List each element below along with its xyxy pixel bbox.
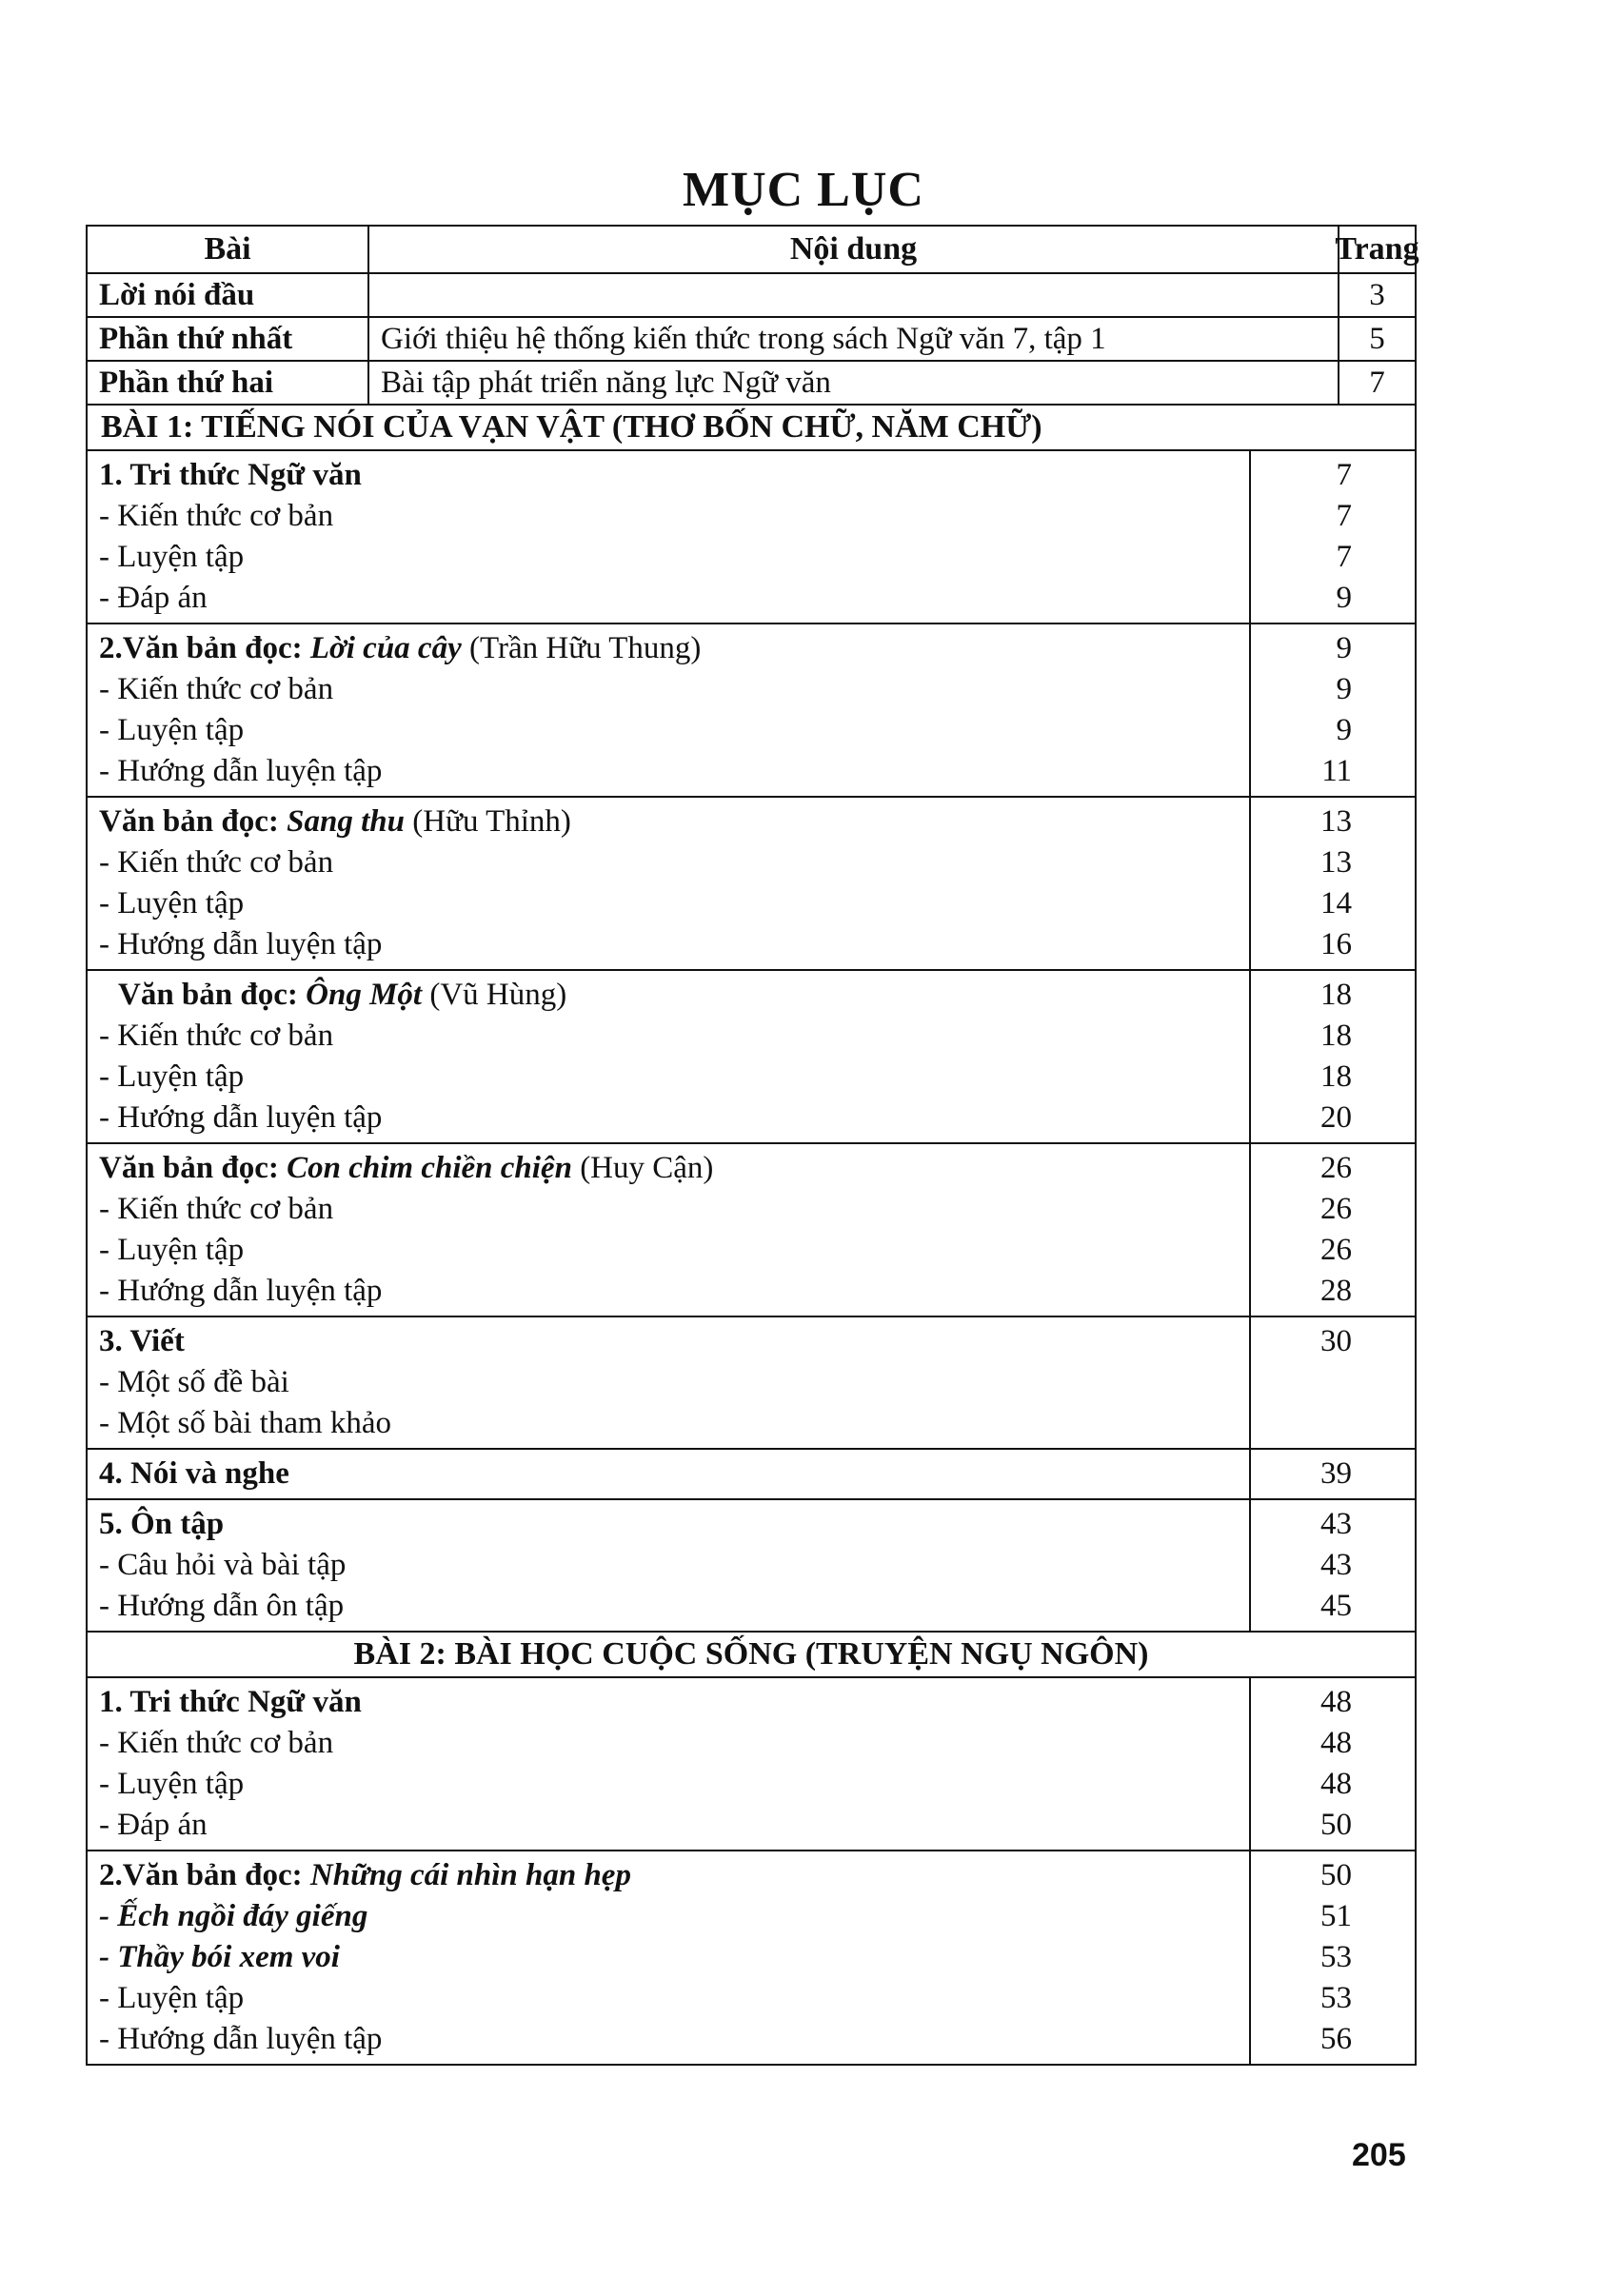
- page-ref: 53: [1320, 1981, 1352, 2015]
- section-heading: 3. Viết: [99, 1324, 185, 1358]
- page-ref: 7: [1336, 540, 1352, 574]
- row-bai: Phần thứ nhất: [88, 318, 369, 360]
- work-title: Những cái nhìn hạn hẹp: [309, 1858, 631, 1892]
- section-heading: 5. Ôn tập: [99, 1507, 225, 1541]
- row-trang: 5: [1369, 321, 1385, 356]
- list-item: - Luyện tập: [99, 1767, 245, 1801]
- section-group: [88, 1851, 1415, 2064]
- header-noi-dung: Nội dung: [369, 227, 1339, 272]
- page-ref: 9: [1336, 672, 1352, 706]
- page-ref: 48: [1320, 1685, 1352, 1719]
- list-item: - Hướng dẫn luyện tập: [99, 927, 383, 961]
- row-bai: Lời nói đầu: [88, 274, 369, 316]
- table-header: [88, 227, 1419, 274]
- work-author: (Trần Hữu Thung): [461, 631, 702, 665]
- section-group: [88, 624, 1415, 798]
- work-author: (Vũ Hùng): [422, 978, 567, 1012]
- page-ref: 43: [1320, 1507, 1352, 1541]
- list-item: - Hướng dẫn luyện tập: [99, 2022, 383, 2056]
- work-title: Sang thu: [287, 804, 405, 839]
- page-ref: 13: [1320, 845, 1352, 880]
- section-heading: 1. Tri thức Ngữ văn: [99, 458, 362, 492]
- page-ref: 43: [1320, 1548, 1352, 1582]
- table-row: [88, 318, 1415, 362]
- list-item: - Hướng dẫn ôn tập: [99, 1589, 345, 1623]
- page-ref: 9: [1336, 713, 1352, 747]
- page-ref: 28: [1320, 1274, 1352, 1308]
- section-heading: [99, 975, 1238, 1016]
- heading-prefix: Văn bản đọc:: [118, 978, 307, 1012]
- page-ref: 56: [1320, 2022, 1352, 2056]
- section-group: [88, 1678, 1415, 1851]
- page-ref: 45: [1320, 1589, 1352, 1623]
- list-item: - Kiến thức cơ bản: [99, 1726, 334, 1760]
- page-title: MỤC LỤC: [683, 163, 924, 217]
- page-ref: 30: [1320, 1324, 1352, 1358]
- section-group: [88, 1317, 1415, 1450]
- table-row: [88, 274, 1415, 318]
- page-ref: 39: [1320, 1456, 1352, 1491]
- row-noi-dung: Giới thiệu hệ thống kiến thức trong sách Ngữ văn 7, tập 1: [369, 318, 1339, 360]
- list-item: - Kiến thức cơ bản: [99, 1192, 334, 1226]
- list-item: - Kiến thức cơ bản: [99, 1019, 334, 1053]
- toc-table: [86, 225, 1417, 2066]
- page-ref: 26: [1320, 1233, 1352, 1267]
- section-heading: [99, 802, 1238, 842]
- list-item: - Thầy bói xem voi: [99, 1940, 340, 1974]
- page-ref: 9: [1336, 581, 1352, 615]
- page-ref: 48: [1320, 1767, 1352, 1801]
- section-heading: 1. Tri thức Ngữ văn: [99, 1685, 362, 1719]
- work-author: (Huy Cận): [571, 1151, 714, 1185]
- section-group: [88, 798, 1415, 971]
- page-ref: 18: [1320, 1019, 1352, 1053]
- header-bai: Bài: [88, 227, 369, 272]
- page-ref: 26: [1320, 1151, 1352, 1185]
- list-item: - Luyện tập: [99, 1059, 245, 1094]
- unit-1-title: BÀI 1: TIẾNG NÓI CỦA VẠN VẬT (THƠ BỐN CHỮ, NĂM CHỮ): [88, 406, 1415, 451]
- heading-prefix: 2.Văn bản đọc:: [99, 631, 310, 665]
- list-item: - Kiến thức cơ bản: [99, 845, 334, 880]
- section-heading: [99, 628, 1238, 669]
- page-number: 205: [1352, 2137, 1406, 2173]
- list-item: - Luyện tập: [99, 886, 245, 920]
- page-ref: 7: [1336, 458, 1352, 492]
- heading-prefix: Văn bản đọc:: [99, 1151, 288, 1185]
- page-ref: 53: [1320, 1940, 1352, 1974]
- page-ref: 9: [1336, 631, 1352, 665]
- list-item: - Câu hỏi và bài tập: [99, 1548, 347, 1582]
- section-group: [88, 1144, 1415, 1317]
- work-title: Ông Một: [306, 978, 423, 1012]
- section-group: [88, 1500, 1415, 1633]
- work-author: (Hữu Thỉnh): [404, 804, 571, 839]
- page-ref: 13: [1320, 804, 1352, 839]
- list-item: - Kiến thức cơ bản: [99, 499, 334, 533]
- page-ref: 18: [1320, 1059, 1352, 1094]
- page-ref: 11: [1321, 754, 1352, 788]
- section-group: [88, 971, 1415, 1144]
- list-item: - Ếch ngồi đáy giếng: [99, 1899, 368, 1933]
- page-ref: 50: [1320, 1858, 1352, 1892]
- list-item: - Luyện tập: [99, 540, 245, 574]
- row-noi-dung: [369, 274, 1339, 316]
- page-ref: 50: [1320, 1808, 1352, 1842]
- page-ref: 7: [1336, 499, 1352, 533]
- list-item: - Luyện tập: [99, 1981, 245, 2015]
- unit-2-title: BÀI 2: BÀI HỌC CUỘC SỐNG (TRUYỆN NGỤ NGÔN): [88, 1633, 1415, 1678]
- section-group: [88, 451, 1415, 624]
- work-title: Lời của cây: [309, 631, 462, 665]
- list-item: - Luyện tập: [99, 1233, 245, 1267]
- row-bai: Phần thứ hai: [88, 362, 369, 404]
- section-heading: [99, 1855, 1238, 1896]
- row-trang: 3: [1369, 277, 1385, 312]
- page-ref: 16: [1320, 927, 1352, 961]
- list-item: - Hướng dẫn luyện tập: [99, 754, 383, 788]
- work-title: Con chim chiền chiện: [287, 1151, 572, 1185]
- page-ref: 18: [1320, 978, 1352, 1012]
- section-group: [88, 1450, 1415, 1500]
- page-ref: 51: [1320, 1899, 1352, 1933]
- list-item: - Một số bài tham khảo: [99, 1406, 392, 1440]
- table-row: [88, 362, 1415, 406]
- page-ref: 26: [1320, 1192, 1352, 1226]
- list-item: - Hướng dẫn luyện tập: [99, 1274, 383, 1308]
- list-item: - Đáp án: [99, 1808, 208, 1842]
- list-item: - Hướng dẫn luyện tập: [99, 1100, 383, 1135]
- page-ref: 14: [1320, 886, 1352, 920]
- list-item: - Kiến thức cơ bản: [99, 672, 334, 706]
- list-item: - Đáp án: [99, 581, 208, 615]
- list-item: - Một số đề bài: [99, 1365, 289, 1399]
- section-heading: [99, 1148, 1238, 1189]
- list-item: - Luyện tập: [99, 713, 245, 747]
- row-noi-dung: Bài tập phát triển năng lực Ngữ văn: [369, 362, 1339, 404]
- header-trang: Trang: [1335, 231, 1419, 267]
- heading-prefix: 2.Văn bản đọc:: [99, 1858, 310, 1892]
- row-trang: 7: [1369, 365, 1385, 400]
- section-heading: 4. Nói và nghe: [99, 1456, 289, 1491]
- page-ref: 20: [1320, 1100, 1352, 1135]
- heading-prefix: Văn bản đọc:: [99, 804, 288, 839]
- page-ref: 48: [1320, 1726, 1352, 1760]
